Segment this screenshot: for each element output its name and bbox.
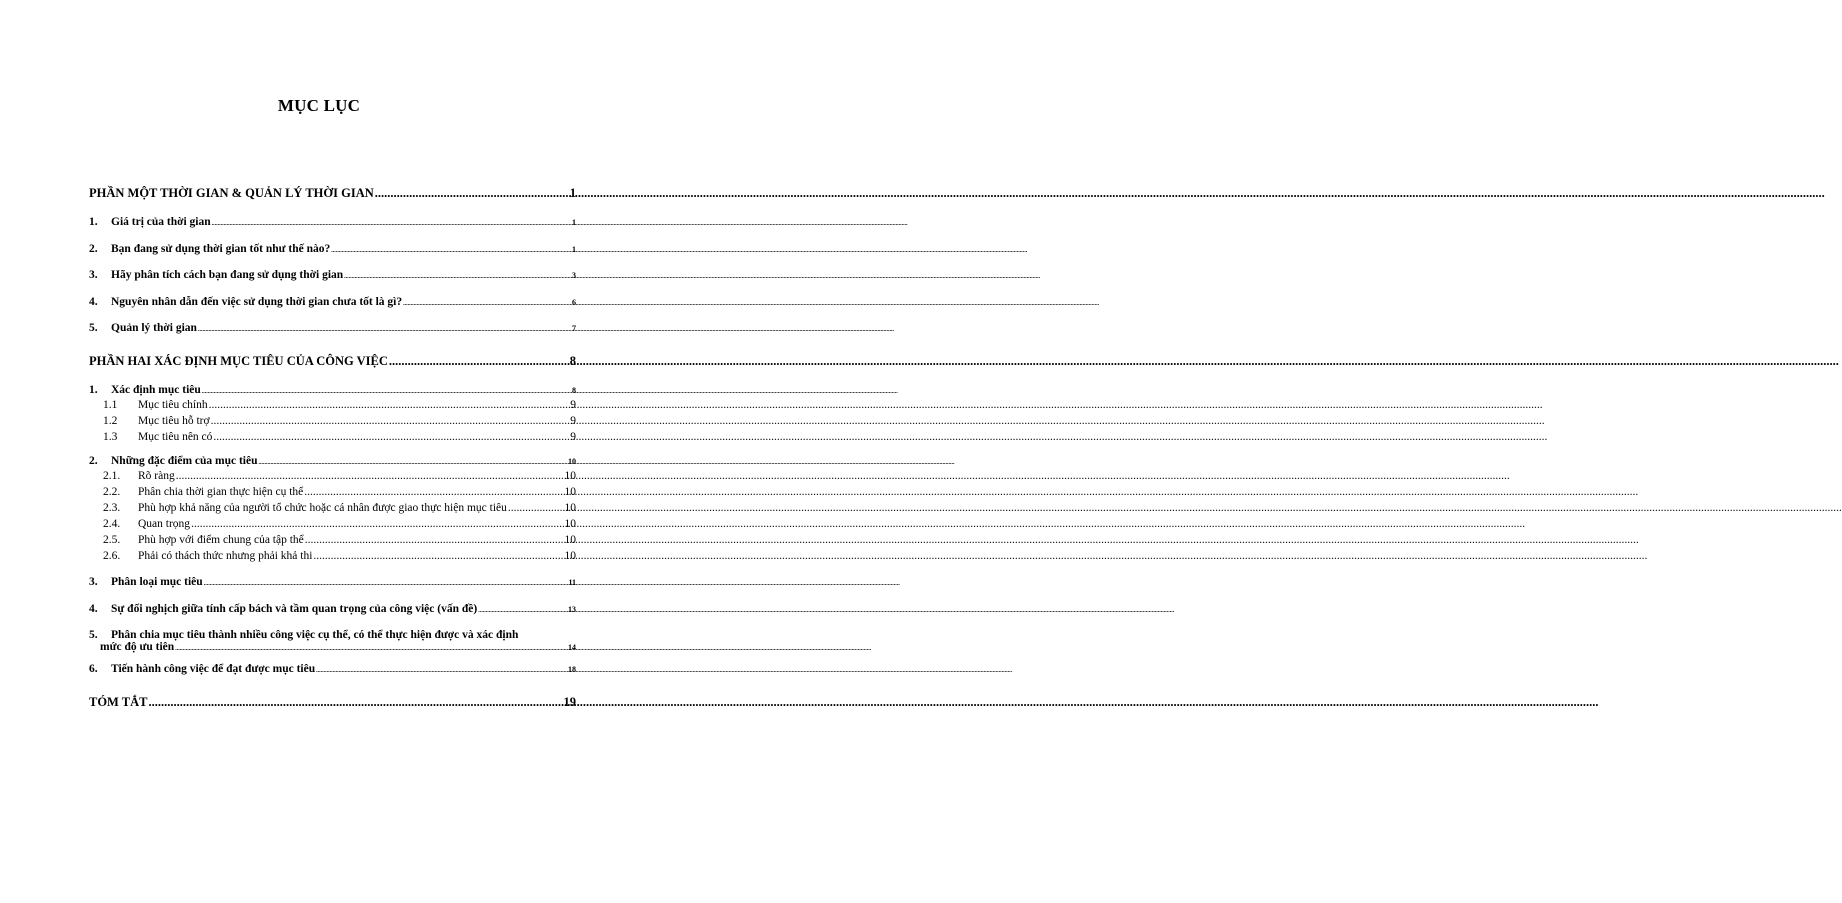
entry-text-line2: mức độ ưu tiên <box>100 641 175 653</box>
page-number: 3 <box>572 271 576 280</box>
toc-entry <box>89 576 576 588</box>
page-number: 1 <box>572 218 576 227</box>
toc-page <box>0 0 638 903</box>
page-number: 13 <box>568 605 576 614</box>
dot-leader <box>344 274 571 280</box>
page-number: 18 <box>568 665 576 674</box>
page-number: 1 <box>569 186 576 200</box>
entry-text: Quan trọng <box>138 518 191 530</box>
entry-number: 5. <box>89 629 98 641</box>
toc-entry <box>89 663 576 675</box>
entry-text: Bạn đang sử dụng thời gian tốt như thế nào? <box>111 243 331 255</box>
toc-entry <box>89 322 576 334</box>
toc-entry-multiline <box>89 629 576 653</box>
dot-leader <box>148 695 562 710</box>
entry-text: Phù hợp với điểm chung của tập thể <box>138 534 304 546</box>
dot-leader <box>304 486 563 498</box>
toc-subentry <box>103 534 576 546</box>
entry-text: Hãy phân tích cách bạn đang sử dụng thời gian <box>111 269 344 281</box>
entry-text: TÓM TẮT <box>89 695 148 709</box>
entry-text: Quản lý thời gian <box>111 322 197 334</box>
entry-number: 2.1. <box>103 470 121 482</box>
page-number: 8 <box>569 354 576 368</box>
toc-subentry <box>103 431 576 443</box>
page-number: 10 <box>564 486 576 498</box>
dot-leader <box>191 518 563 530</box>
dot-leader <box>331 248 571 254</box>
page-number: 10 <box>568 457 576 466</box>
toc-subentry <box>103 518 576 530</box>
entry-number: 2.3. <box>103 502 121 514</box>
entry-text: Sự đối nghịch giữa tính cấp bách và tầm quan trọng của công việc (vấn đề) <box>111 603 478 615</box>
dot-leader <box>375 186 569 201</box>
page-number: 9 <box>570 399 576 411</box>
toc-subentry <box>103 486 576 498</box>
toc-subentry <box>103 415 576 427</box>
entry-number: 1. <box>89 216 98 228</box>
entry-text: Phù hợp khả năng của người tổ chức hoặc cá nhân được giao thực hiện mục tiêu <box>138 502 507 514</box>
dot-leader <box>313 550 563 562</box>
entry-number: 4. <box>89 296 98 308</box>
toc-entry <box>89 603 576 615</box>
entry-number: 1. <box>89 384 98 396</box>
dot-leader <box>211 415 570 427</box>
page-number: 7 <box>572 324 576 333</box>
entry-text: Phải có thách thức nhưng phải khả thi <box>138 550 313 562</box>
entry-text: Giá trị của thời gian <box>111 216 211 228</box>
dot-leader <box>209 399 570 411</box>
toc-entry <box>89 216 576 228</box>
entry-number: 3. <box>89 576 98 588</box>
entry-line2 <box>89 641 576 653</box>
toc-entry <box>89 384 576 396</box>
toc-subentry <box>103 399 576 411</box>
entry-number: 4. <box>89 603 98 615</box>
toc-entry <box>89 296 576 308</box>
page-number: 8 <box>572 386 576 395</box>
page-number: 14 <box>568 643 576 652</box>
page-number: 9 <box>570 431 576 443</box>
dot-leader <box>175 646 567 652</box>
dot-leader <box>198 327 571 333</box>
toc-entry <box>89 243 576 255</box>
entry-text: Rõ ràng <box>138 470 175 482</box>
page-number: 11 <box>568 578 576 587</box>
entry-number: 5. <box>89 322 98 334</box>
toc-subentry <box>103 470 576 482</box>
toc-entry-part-one <box>89 186 576 201</box>
toc-entry <box>89 269 576 281</box>
entry-number: 6. <box>89 663 98 675</box>
entry-text: Những đặc điểm của mục tiêu <box>111 455 258 467</box>
page-number: 19 <box>563 695 576 709</box>
dot-leader <box>508 502 564 514</box>
toc-entry-part-two <box>89 354 576 369</box>
toc-entry-summary <box>89 695 576 710</box>
dot-leader <box>305 534 564 546</box>
entry-text: Phân loại mục tiêu <box>111 576 203 588</box>
entry-text: PHẦN HAI XÁC ĐỊNH MỤC TIÊU CỦA CÔNG VIỆC <box>89 354 388 368</box>
entry-text-line1: Phân chia mục tiêu thành nhiều công việc cụ thể, có thể thực hiện được và xác định <box>111 629 519 641</box>
entry-text: PHẦN MỘT THỜI GIAN & QUẢN LÝ THỜI GIAN <box>89 186 374 200</box>
entry-text: Mục tiêu chính <box>138 399 208 411</box>
entry-text: Mục tiêu nên có <box>138 431 213 443</box>
entry-number: 1.1 <box>103 399 118 411</box>
page-number: 6 <box>572 298 576 307</box>
dot-leader <box>259 460 567 466</box>
entry-number: 1.2 <box>103 415 118 427</box>
page-number: 10 <box>564 518 576 530</box>
entry-number: 2.6. <box>103 550 121 562</box>
toc-entry <box>89 455 576 467</box>
dot-leader <box>316 668 567 674</box>
dot-leader <box>403 301 571 307</box>
dot-leader <box>212 221 571 227</box>
page-number: 9 <box>570 415 576 427</box>
dot-leader <box>202 389 571 395</box>
page-number: 1 <box>572 245 576 254</box>
dot-leader <box>176 470 564 482</box>
entry-text: Xác định mục tiêu <box>111 384 201 396</box>
entry-text: Phân chia thời gian thực hiện cụ thể <box>138 486 304 498</box>
toc-subentry <box>103 550 576 562</box>
entry-number: 2. <box>89 455 98 467</box>
page-number: 10 <box>564 502 576 514</box>
entry-text: Nguyên nhân dẫn đến việc sử dụng thời gian chưa tốt là gì? <box>111 296 403 308</box>
entry-number: 3. <box>89 269 98 281</box>
toc-title: MỤC LỤC <box>277 96 361 115</box>
dot-leader <box>478 608 567 614</box>
page-number: 10 <box>564 550 576 562</box>
dot-leader <box>389 354 569 369</box>
dot-leader <box>213 431 569 443</box>
entry-number: 1.3 <box>103 431 118 443</box>
entry-number: 2.5. <box>103 534 121 546</box>
entry-number: 2.4. <box>103 518 121 530</box>
page-number: 10 <box>564 534 576 546</box>
page-number: 10 <box>564 470 576 482</box>
entry-text: Tiến hành công việc để đạt được mục tiêu <box>111 663 316 675</box>
entry-text: Mục tiêu hỗ trợ <box>138 415 210 427</box>
entry-number: 2.2. <box>103 486 121 498</box>
toc-subentry <box>103 502 576 514</box>
entry-number: 2. <box>89 243 98 255</box>
dot-leader <box>204 581 568 587</box>
